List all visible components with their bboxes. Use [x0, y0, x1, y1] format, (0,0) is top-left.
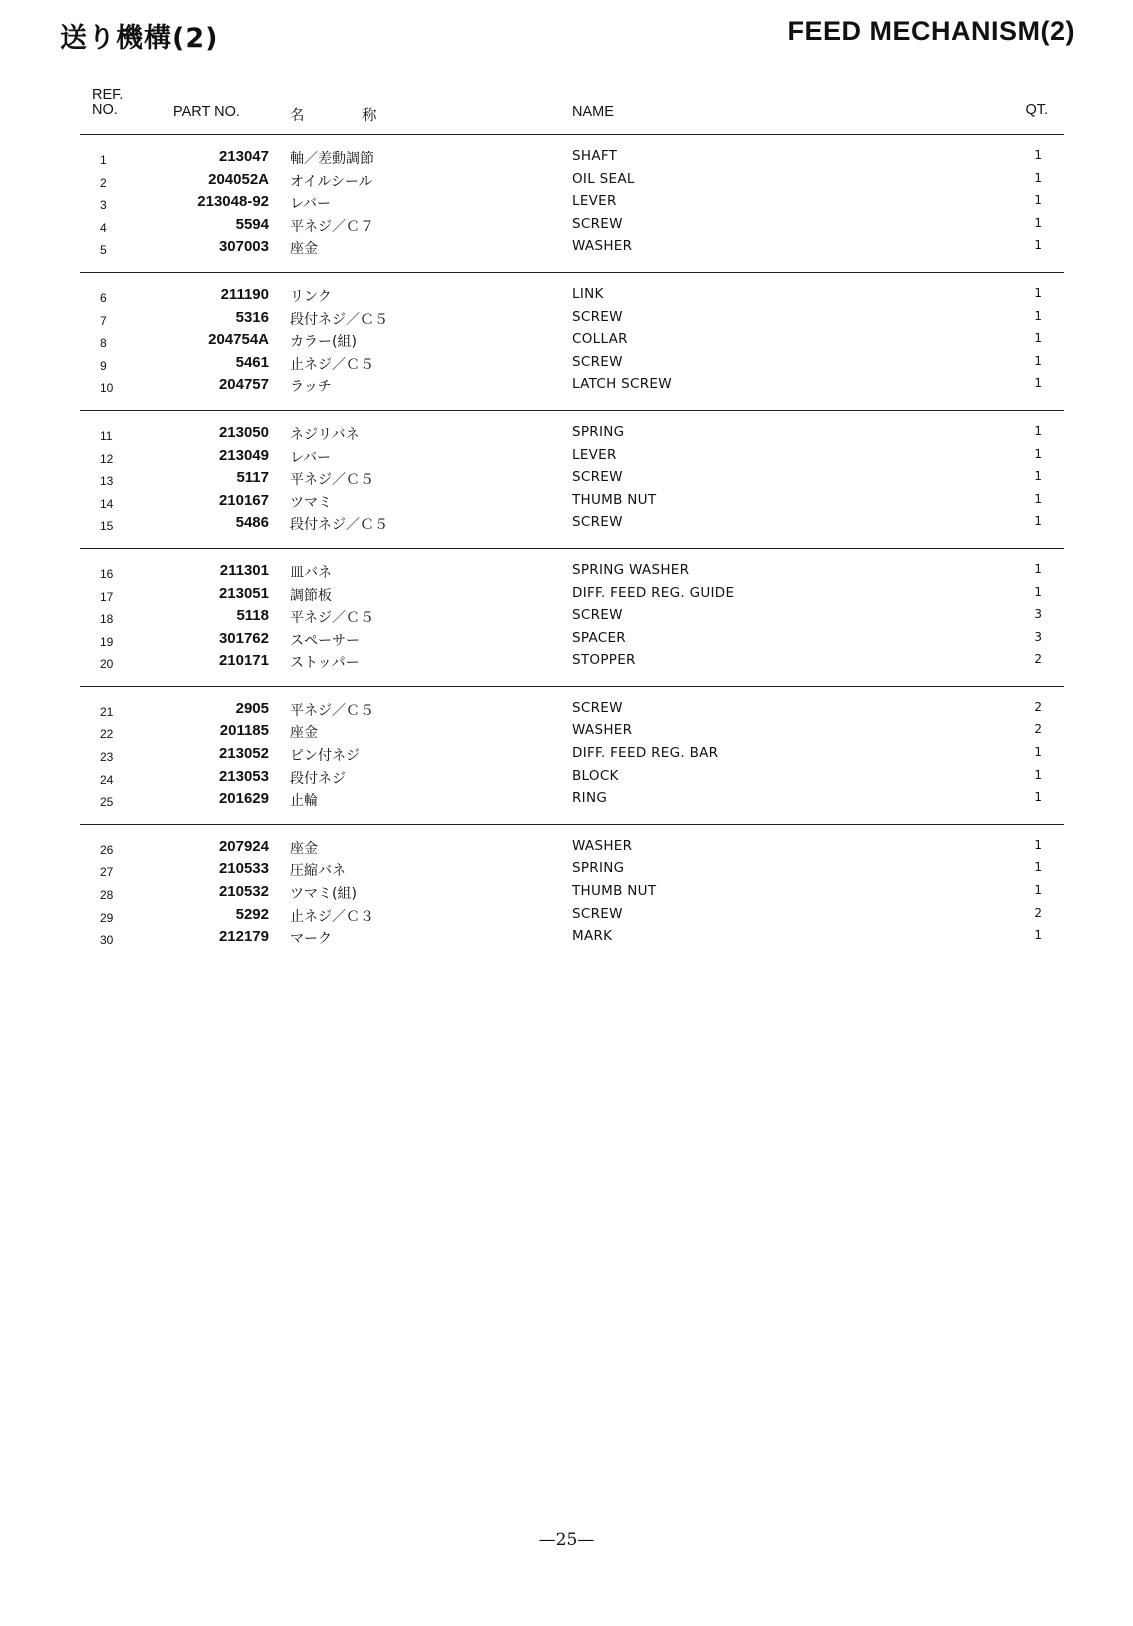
table-row	[80, 331, 1064, 354]
part-no: 210532	[218, 883, 269, 901]
jp-name: 圧縮バネ	[290, 863, 346, 880]
quantity: 3	[1034, 607, 1042, 622]
quantity: 1	[1034, 928, 1042, 943]
jp-name: カラー(組)	[290, 334, 357, 351]
jp-name: 平ネジ／Ｃ５	[290, 610, 374, 627]
part-no: 213049	[218, 446, 269, 464]
table-row	[80, 906, 1064, 929]
quantity: 1	[1034, 837, 1042, 852]
ref-no: 14	[100, 496, 114, 511]
part-name: WASHER	[572, 837, 633, 854]
ref-no: 6	[100, 290, 107, 305]
part-no: 207924	[218, 837, 269, 855]
part-no: 5594	[235, 215, 269, 233]
row-group	[80, 411, 1064, 549]
part-name: SCREW	[572, 215, 623, 232]
table-row	[80, 514, 1064, 537]
ref-no: 10	[100, 381, 114, 396]
ref-no: 1	[100, 153, 107, 167]
ref-no: 26	[100, 842, 114, 857]
part-name: BLOCK	[572, 767, 619, 784]
quantity: 1	[1034, 860, 1042, 875]
page-title-jp: 送り機構(2)	[60, 23, 219, 54]
part-name: SCREW	[572, 905, 623, 922]
part-name: SCREW	[572, 514, 623, 531]
part-no: 5461	[235, 353, 269, 371]
jp-name: 軸／差動調節	[290, 151, 374, 167]
table-row	[80, 286, 1064, 309]
part-name: SPRING WASHER	[572, 561, 690, 578]
part-no: 201629	[218, 790, 269, 808]
jp-name: 平ネジ／Ｃ７	[290, 218, 374, 235]
quantity: 1	[1034, 745, 1042, 760]
table-row	[80, 790, 1064, 813]
ref-no: 29	[100, 910, 114, 925]
ref-no: 5	[100, 243, 107, 258]
part-name: LATCH SCREW	[572, 376, 672, 393]
table-row	[80, 492, 1064, 515]
part-name: COLLAR	[572, 331, 628, 348]
table-row	[80, 354, 1064, 377]
jp-name: スペーサー	[290, 632, 360, 649]
table-row	[80, 722, 1064, 745]
quantity: 1	[1034, 148, 1042, 162]
jp-name: 止ネジ／Ｃ３	[290, 908, 374, 925]
quantity: 1	[1034, 423, 1042, 438]
ref-no: 13	[100, 474, 114, 489]
ref-no: 9	[100, 358, 107, 373]
table-row	[80, 745, 1064, 768]
part-no: 2905	[235, 699, 269, 717]
part-name: SCREW	[572, 469, 623, 486]
jp-name: 止ネジ／Ｃ５	[290, 356, 374, 373]
quantity: 1	[1034, 790, 1042, 805]
part-name: SCREW	[572, 607, 623, 624]
header-jp-name-1: 名	[290, 108, 305, 124]
table-row	[80, 171, 1064, 194]
table-row	[80, 630, 1064, 653]
jp-name: リンク	[290, 288, 332, 305]
part-no: 213052	[218, 745, 269, 763]
jp-name: 調節板	[290, 587, 332, 604]
part-no: 204052A	[208, 170, 269, 188]
part-name: THUMB NUT	[572, 491, 657, 508]
ref-no: 21	[100, 704, 114, 719]
jp-name: 段付ネジ／Ｃ５	[290, 311, 388, 328]
ref-no: 11	[100, 428, 113, 443]
table-body	[80, 135, 1064, 962]
header-ref-no	[92, 88, 123, 118]
table-row	[80, 607, 1064, 630]
ref-no: 8	[100, 336, 107, 351]
ref-no: 30	[100, 933, 114, 948]
quantity: 1	[1034, 491, 1042, 506]
header-name: NAME	[572, 104, 614, 120]
part-no: 213053	[218, 767, 269, 785]
part-name: DIFF. FEED REG. GUIDE	[572, 584, 735, 601]
quantity: 2	[1034, 722, 1042, 737]
part-name: LEVER	[572, 446, 617, 463]
jp-name: オイルシール	[290, 173, 373, 190]
part-name: RING	[572, 790, 608, 807]
jp-name: 座金	[290, 725, 318, 742]
part-no: 307003	[218, 238, 269, 256]
part-no: 210167	[218, 491, 269, 509]
quantity: 1	[1034, 193, 1042, 208]
header-ref-line1: REF.	[92, 87, 124, 103]
quantity: 1	[1034, 561, 1042, 576]
quantity: 1	[1034, 514, 1042, 529]
jp-name: ラッチ	[290, 379, 332, 396]
part-no: 212179	[218, 928, 269, 946]
part-name: OIL SEAL	[572, 170, 635, 187]
quantity: 1	[1034, 469, 1042, 484]
ref-no: 24	[100, 772, 114, 787]
table-row	[80, 216, 1064, 239]
table-header	[80, 86, 1064, 135]
part-no: 213048-92	[197, 193, 269, 211]
table-row	[80, 148, 1064, 171]
ref-no: 12	[100, 451, 114, 466]
table-row	[80, 928, 1064, 951]
part-no: 5292	[235, 905, 269, 923]
jp-name: 段付ネジ	[290, 770, 346, 787]
jp-name: 座金	[290, 241, 318, 258]
table-row	[80, 309, 1064, 332]
part-name: SPRING	[572, 423, 625, 440]
page-number: —25—	[538, 1530, 595, 1550]
jp-name: 平ネジ／Ｃ５	[290, 472, 374, 489]
ref-no: 2	[100, 175, 107, 190]
jp-name: ネジリバネ	[290, 426, 360, 443]
part-name: SCREW	[572, 699, 623, 716]
table-row	[80, 238, 1064, 261]
part-no: 301762	[218, 629, 269, 647]
jp-name: 段付ネジ／Ｃ５	[290, 517, 388, 534]
jp-name: ストッパー	[290, 655, 360, 672]
jp-name: ツマミ(組)	[290, 886, 357, 903]
part-name: SPRING	[572, 860, 625, 877]
part-name: WASHER	[572, 722, 633, 739]
jp-name: レバー	[290, 449, 332, 466]
ref-no: 19	[100, 634, 114, 649]
quantity: 1	[1034, 584, 1042, 599]
part-name: LEVER	[572, 193, 617, 210]
part-no: 211190	[220, 285, 269, 303]
quantity: 2	[1034, 699, 1042, 714]
row-group	[80, 135, 1064, 273]
jp-name: マーク	[290, 931, 332, 948]
ref-no: 28	[100, 888, 114, 903]
ref-no: 18	[100, 612, 114, 627]
header-jp-name	[290, 104, 390, 125]
ref-no: 3	[100, 198, 107, 213]
ref-no: 15	[100, 519, 114, 534]
ref-no: 22	[100, 727, 114, 742]
part-no: 5117	[236, 469, 269, 487]
quantity: 2	[1034, 652, 1042, 667]
table-row	[80, 424, 1064, 447]
part-name: MARK	[572, 928, 613, 945]
ref-no: 25	[100, 795, 114, 810]
table-row	[80, 860, 1064, 883]
table-row	[80, 838, 1064, 861]
jp-name: 平ネジ／Ｃ５	[290, 702, 374, 719]
jp-name: ピン付ネジ	[290, 748, 360, 765]
part-no: 201185	[219, 722, 269, 740]
page-title-en: FEED MECHANISM(2)	[787, 16, 1075, 46]
quantity: 1	[1034, 883, 1042, 898]
part-no: 210171	[218, 652, 269, 670]
header-part-no: PART NO.	[173, 104, 240, 120]
quantity: 3	[1034, 629, 1042, 644]
table-row	[80, 469, 1064, 492]
part-no: 213047	[218, 148, 269, 165]
jp-name: 座金	[290, 840, 318, 857]
part-no: 5118	[236, 607, 269, 625]
ref-no: 17	[100, 589, 114, 604]
part-name: LINK	[572, 285, 604, 302]
header-qty: QT.	[1025, 102, 1048, 118]
row-group	[80, 549, 1064, 687]
quantity: 1	[1034, 285, 1042, 300]
part-name: SCREW	[572, 308, 623, 325]
part-name: SPACER	[572, 629, 626, 646]
table-row	[80, 585, 1064, 608]
part-no: 5486	[235, 514, 269, 532]
ref-no: 4	[100, 220, 107, 235]
ref-no: 16	[100, 566, 114, 581]
part-no: 213051	[218, 584, 269, 602]
table-row	[80, 193, 1064, 216]
quantity: 1	[1034, 170, 1042, 185]
table-row	[80, 447, 1064, 470]
part-name: SHAFT	[572, 148, 618, 164]
header-ref-line2: NO.	[92, 102, 118, 118]
ref-no: 23	[100, 750, 114, 765]
jp-name: 止輪	[290, 793, 318, 810]
jp-name: 皿バネ	[290, 564, 332, 581]
ref-no: 27	[100, 865, 114, 880]
table-row	[80, 652, 1064, 675]
part-name: DIFF. FEED REG. BAR	[572, 745, 719, 762]
part-no: 204757	[218, 376, 269, 394]
ref-no: 7	[100, 313, 107, 328]
row-group	[80, 825, 1064, 962]
quantity: 1	[1034, 331, 1042, 346]
ref-no: 20	[100, 657, 114, 672]
quantity: 1	[1034, 767, 1042, 782]
part-no: 211301	[219, 561, 269, 579]
quantity: 1	[1034, 215, 1042, 230]
table-row	[80, 562, 1064, 585]
part-name: THUMB NUT	[572, 883, 657, 900]
quantity: 1	[1034, 308, 1042, 323]
part-name: SCREW	[572, 353, 623, 370]
part-no: 204754A	[208, 331, 269, 349]
quantity: 1	[1034, 238, 1042, 253]
quantity: 1	[1034, 446, 1042, 461]
table-row	[80, 376, 1064, 399]
part-name: WASHER	[572, 238, 633, 255]
row-group	[80, 273, 1064, 411]
part-no: 213050	[218, 423, 269, 441]
row-group	[80, 687, 1064, 825]
quantity: 1	[1034, 376, 1042, 391]
table-row	[80, 768, 1064, 791]
part-name: STOPPER	[572, 652, 636, 669]
table-row	[80, 700, 1064, 723]
table-row	[80, 883, 1064, 906]
quantity: 1	[1034, 353, 1042, 368]
header-jp-name-2: 称	[362, 108, 377, 124]
part-no: 5316	[235, 308, 269, 326]
jp-name: レバー	[290, 196, 332, 213]
part-no: 210533	[218, 860, 269, 878]
jp-name: ツマミ	[290, 494, 332, 511]
quantity: 2	[1034, 905, 1042, 920]
parts-table	[80, 86, 1064, 962]
